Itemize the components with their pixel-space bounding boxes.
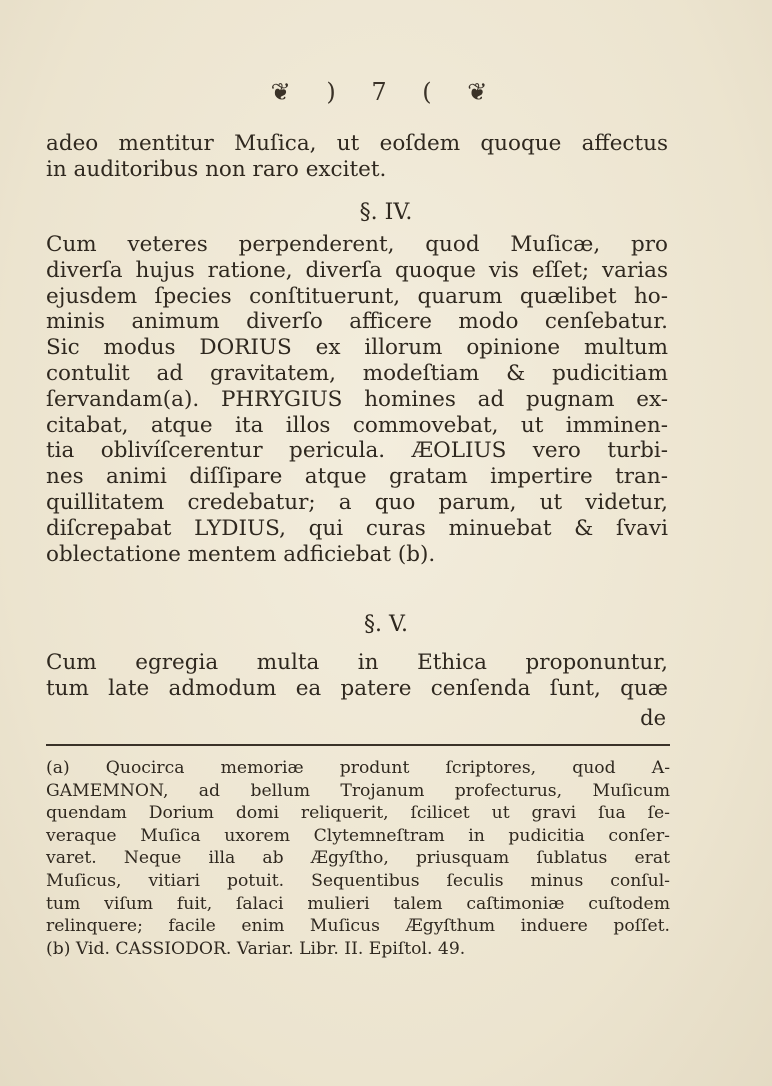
text-line: diverſa hujus ratione, diverſa quoque vis eſſet; varias bbox=[46, 257, 668, 283]
text-line: Cum egregia multa in Ethica proponuntur, bbox=[46, 650, 668, 675]
footnote-line: quendam Dorium domi reliquerit, ſcilicet ut gravi ſua ſe- bbox=[46, 803, 670, 824]
footnote-divider bbox=[46, 744, 670, 746]
text-line: citabat, atque ita illos commovebat, ut imminen- bbox=[46, 412, 668, 438]
text-line: Cum veteres perpenderent, quod Muſicæ, pro bbox=[46, 232, 668, 257]
text-line: contulit ad gravitatem, modeſtiam & pudicitiam bbox=[46, 360, 668, 386]
footnote-line: (a) Quocirca memoriæ produnt ſcriptores, quod A- bbox=[46, 758, 670, 778]
text-line: in auditoribus non raro excitet. bbox=[46, 156, 387, 182]
section-v-text bbox=[46, 650, 668, 702]
footnote-line: relinquere; facile enim Muſicus Ægyſthum induere poſſet. bbox=[46, 916, 670, 937]
text-line: ſervandam(a). PHRYGIUS homines ad pugnam ex- bbox=[46, 386, 668, 412]
footnote-line: tum viſum fuit, ſalaci mulieri talem caſtimoniæ cuſtodem bbox=[46, 893, 670, 914]
footnote-line: GAMEMNON, ad bellum Trojanum profecturus, Muſicum bbox=[46, 780, 670, 801]
footnote-line: varet. Neque illa ab Ægyſtho, priusquam ſublatus erat bbox=[46, 848, 670, 869]
text-line: ejusdem ſpecies conſtituerunt, quarum quælibet ho- bbox=[46, 283, 668, 309]
running-head: ❦ ) 7 ( ❦ bbox=[270, 78, 502, 106]
text-line: Sic modus DORIUS ex illorum opinione multum bbox=[46, 335, 668, 361]
text-line: nes animi diſſipare atque gratam impertire tran- bbox=[46, 464, 668, 490]
paragraph-continuation bbox=[46, 131, 668, 183]
footnote-line: veraque Muſica uxorem Clytemneſtram in pudicitia conſer- bbox=[46, 825, 670, 846]
text-line: tia oblivíſcerentur pericula. ÆOLIUS vero turbi- bbox=[46, 438, 668, 464]
text-line: minis animum diverſo afficere modo cenſebatur. bbox=[46, 309, 668, 335]
section-heading-v: §. V. bbox=[363, 612, 409, 637]
text-line: adeo mentitur Muſica, ut eoſdem quoque affectus bbox=[46, 131, 668, 156]
footnote-line: (b) Vid. CASSIODOR. Variar. Libr. II. Epiſtol. 49. bbox=[46, 938, 466, 959]
text-line: quillitatem credebatur; a quo parum, ut videtur, bbox=[46, 489, 668, 515]
catchword: de bbox=[640, 706, 666, 730]
footnotes bbox=[46, 757, 670, 960]
text-line: tum late admodum ea patere cenſenda ſunt, quæ bbox=[46, 675, 668, 701]
text-line: diſcrepabat LYDIUS, qui curas minuebat & ſvavi bbox=[46, 515, 668, 541]
text-line: oblectatione mentem adficiebat (b). bbox=[46, 541, 436, 567]
footnote-line: Muſicus, vitiari potuit. Sequentibus ſeculis minus conſul- bbox=[46, 870, 670, 891]
section-heading-iv: §. IV. bbox=[359, 200, 413, 225]
section-iv-text bbox=[46, 232, 668, 567]
